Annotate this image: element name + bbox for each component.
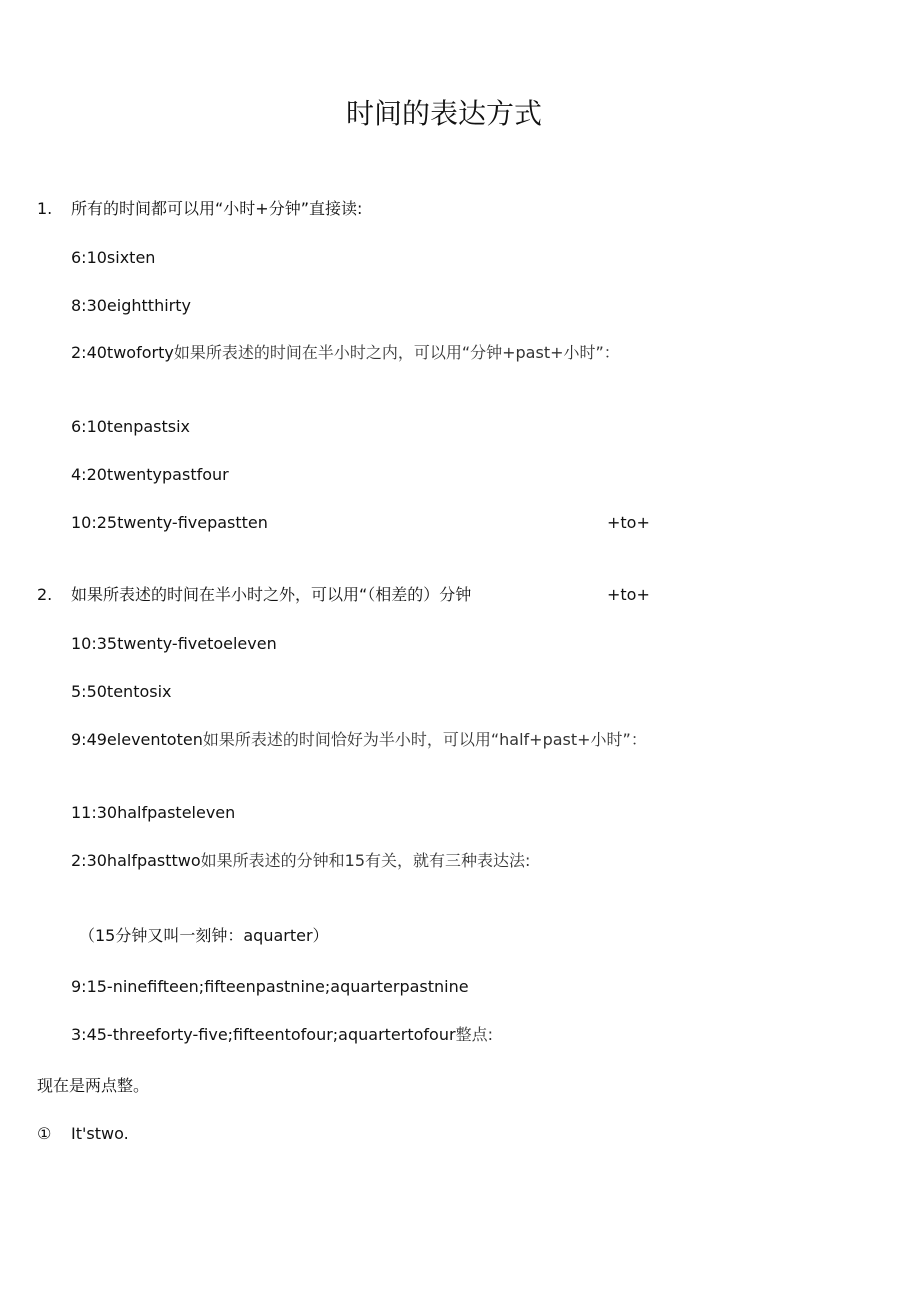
rule-text: 如果所表述的时间恰好为半小时，可以用“half+past+小时”： [202, 730, 647, 749]
example-line: 8:30eightthirty [71, 296, 191, 315]
section-3-heading: 现在是两点整。 [37, 1076, 150, 1095]
example-line: 9:15-ninefifteen;fifteenpastnine;aquarterpastnine [71, 977, 469, 996]
answer-line: It'stwo. [71, 1124, 129, 1143]
example-line: 11:30halfpasteleven [71, 803, 236, 822]
formula-fragment: +to+ [607, 513, 650, 532]
circled-number-marker: ① [37, 1124, 52, 1143]
example-line [71, 850, 530, 872]
example-line: 5:50tentosix [71, 682, 172, 701]
section-1-heading: 所有的时间都可以用“小时+分钟”直接读: [71, 199, 363, 218]
example-line [71, 729, 647, 751]
example-line: 10:25twenty-fivepastten [71, 513, 268, 532]
rule-text: 如果所表述的时间在半小时之内，可以用“分钟+past+小时”： [173, 343, 620, 362]
section-1-number: 1. [37, 199, 53, 218]
example-line [71, 342, 620, 364]
page-title: 时间的表达方式 [345, 97, 542, 130]
example-text: 9:49eleventoten [71, 730, 203, 749]
example-line: 6:10sixten [71, 248, 156, 267]
example-line [71, 1024, 493, 1046]
example-text: 2:40twoforty [71, 343, 174, 362]
section-2-number: 2. [37, 585, 53, 604]
rule-text: 整点: [455, 1025, 493, 1044]
note-line: （15分钟又叫一刻钟：aquarter） [79, 926, 329, 945]
example-line: 10:35twenty-fivetoeleven [71, 634, 277, 653]
example-line: 6:10tenpastsix [71, 417, 191, 436]
example-text: 3:45-threeforty-five;fifteentofour;aquartertofour [71, 1025, 456, 1044]
formula-fragment: +to+ [607, 585, 650, 604]
section-2-heading: 如果所表述的时间在半小时之外，可以用“（相差的）分钟 [71, 585, 472, 604]
example-line: 4:20twentypastfour [71, 465, 229, 484]
example-text: 2:30halfpasttwo [71, 851, 201, 870]
rule-text: 如果所表述的分钟和15有关，就有三种表达法: [200, 851, 531, 870]
